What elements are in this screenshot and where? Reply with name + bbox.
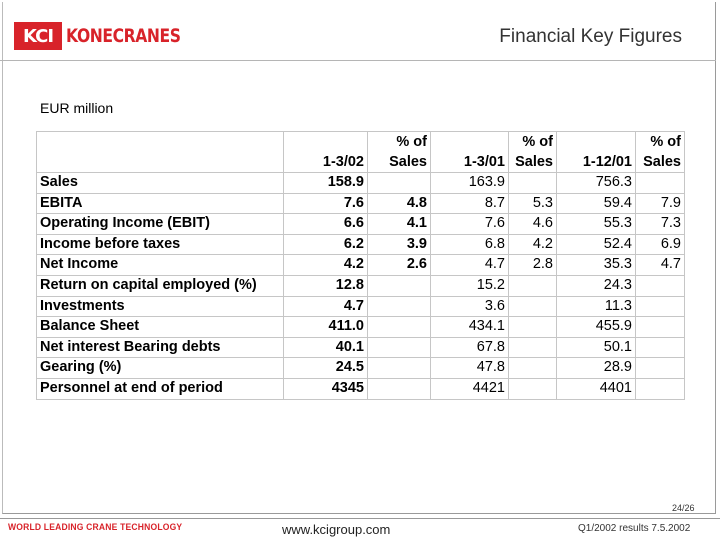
value-cell: 6.9	[636, 234, 685, 255]
table-row	[37, 214, 685, 235]
value-cell	[368, 358, 431, 379]
value-cell: 4.2	[509, 234, 557, 255]
header-cell: 1-3/02	[284, 152, 368, 173]
value-cell: 4401	[557, 378, 636, 399]
value-cell: 7.9	[636, 193, 685, 214]
value-cell	[636, 173, 685, 194]
value-cell: 24.5	[284, 358, 368, 379]
table-row	[37, 296, 685, 317]
row-label: Net interest Bearing debts	[37, 337, 284, 358]
footer-tagline: WORLD LEADING CRANE TECHNOLOGY	[8, 522, 183, 532]
row-label: Personnel at end of period	[37, 378, 284, 399]
results-date: Q1/2002 results 7.5.2002	[578, 523, 691, 534]
value-cell: 50.1	[557, 337, 636, 358]
value-cell: 2.6	[368, 255, 431, 276]
page-number: 24/26	[672, 503, 695, 513]
value-cell: 5.3	[509, 193, 557, 214]
value-cell: 411.0	[284, 317, 368, 338]
table-row	[37, 234, 685, 255]
table-row	[37, 255, 685, 276]
header-cell	[557, 132, 636, 153]
value-cell: 15.2	[431, 275, 509, 296]
header-row-bottom	[37, 152, 685, 173]
value-cell: 11.3	[557, 296, 636, 317]
value-cell	[509, 173, 557, 194]
value-cell: 2.8	[509, 255, 557, 276]
row-label: EBITA	[37, 193, 284, 214]
value-cell: 4.7	[636, 255, 685, 276]
value-cell	[636, 275, 685, 296]
konecranes-logo	[14, 22, 206, 50]
header-divider	[0, 60, 716, 61]
row-label: Operating Income (EBIT)	[37, 214, 284, 235]
value-cell: 28.9	[557, 358, 636, 379]
table-row	[37, 337, 685, 358]
value-cell: 6.8	[431, 234, 509, 255]
value-cell	[368, 173, 431, 194]
row-label: Net Income	[37, 255, 284, 276]
header-cell: 1-12/01	[557, 152, 636, 173]
unit-label: EUR million	[40, 100, 114, 116]
row-label: Balance Sheet	[37, 317, 284, 338]
value-cell: 163.9	[431, 173, 509, 194]
row-label: Return on capital employed (%)	[37, 275, 284, 296]
value-cell: 7.6	[431, 214, 509, 235]
header-cell	[37, 132, 284, 153]
key-figures-table	[36, 131, 685, 400]
value-cell: 3.6	[431, 296, 509, 317]
row-label: Income before taxes	[37, 234, 284, 255]
value-cell	[368, 337, 431, 358]
value-cell: 59.4	[557, 193, 636, 214]
table-row	[37, 317, 685, 338]
table-row	[37, 358, 685, 379]
header-cell: Sales	[368, 152, 431, 173]
logo-wordmark: KONECRANES	[66, 25, 181, 47]
value-cell: 434.1	[431, 317, 509, 338]
value-cell: 4.6	[509, 214, 557, 235]
value-cell: 35.3	[557, 255, 636, 276]
value-cell: 455.9	[557, 317, 636, 338]
value-cell	[509, 275, 557, 296]
table-row	[37, 378, 685, 399]
table-row	[37, 275, 685, 296]
value-cell: 4.8	[368, 193, 431, 214]
value-cell: 7.3	[636, 214, 685, 235]
footer-divider	[0, 518, 720, 519]
table-row	[37, 173, 685, 194]
value-cell	[636, 317, 685, 338]
value-cell	[368, 275, 431, 296]
value-cell	[509, 358, 557, 379]
value-cell: 4.7	[431, 255, 509, 276]
value-cell	[509, 317, 557, 338]
value-cell	[368, 296, 431, 317]
value-cell	[509, 296, 557, 317]
header-cell: % of	[509, 132, 557, 153]
value-cell: 6.2	[284, 234, 368, 255]
value-cell	[368, 378, 431, 399]
header-cell: % of	[636, 132, 685, 153]
value-cell: 8.7	[431, 193, 509, 214]
header-cell	[284, 132, 368, 153]
value-cell	[636, 296, 685, 317]
website-link[interactable]: www.kcigroup.com	[282, 522, 391, 537]
value-cell	[636, 378, 685, 399]
header-cell: Sales	[509, 152, 557, 173]
value-cell: 4421	[431, 378, 509, 399]
header-cell	[431, 132, 509, 153]
value-cell: 756.3	[557, 173, 636, 194]
page-title: Financial Key Figures	[499, 26, 682, 47]
value-cell	[509, 378, 557, 399]
value-cell: 6.6	[284, 214, 368, 235]
row-label: Sales	[37, 173, 284, 194]
header-row-top	[37, 132, 685, 153]
value-cell: 52.4	[557, 234, 636, 255]
row-label: Gearing (%)	[37, 358, 284, 379]
value-cell	[636, 337, 685, 358]
value-cell	[636, 358, 685, 379]
value-cell: 7.6	[284, 193, 368, 214]
value-cell	[368, 317, 431, 338]
value-cell	[509, 337, 557, 358]
value-cell: 55.3	[557, 214, 636, 235]
value-cell: 3.9	[368, 234, 431, 255]
value-cell: 4345	[284, 378, 368, 399]
value-cell: 47.8	[431, 358, 509, 379]
header-cell	[37, 152, 284, 173]
header-cell: 1-3/01	[431, 152, 509, 173]
value-cell: 4.1	[368, 214, 431, 235]
row-label: Investments	[37, 296, 284, 317]
logo-mark-icon: KCI	[14, 22, 62, 50]
value-cell: 4.7	[284, 296, 368, 317]
value-cell: 40.1	[284, 337, 368, 358]
value-cell: 158.9	[284, 173, 368, 194]
value-cell: 12.8	[284, 275, 368, 296]
value-cell: 67.8	[431, 337, 509, 358]
header-cell: % of	[368, 132, 431, 153]
value-cell: 4.2	[284, 255, 368, 276]
header-cell: Sales	[636, 152, 685, 173]
table-row	[37, 193, 685, 214]
value-cell: 24.3	[557, 275, 636, 296]
